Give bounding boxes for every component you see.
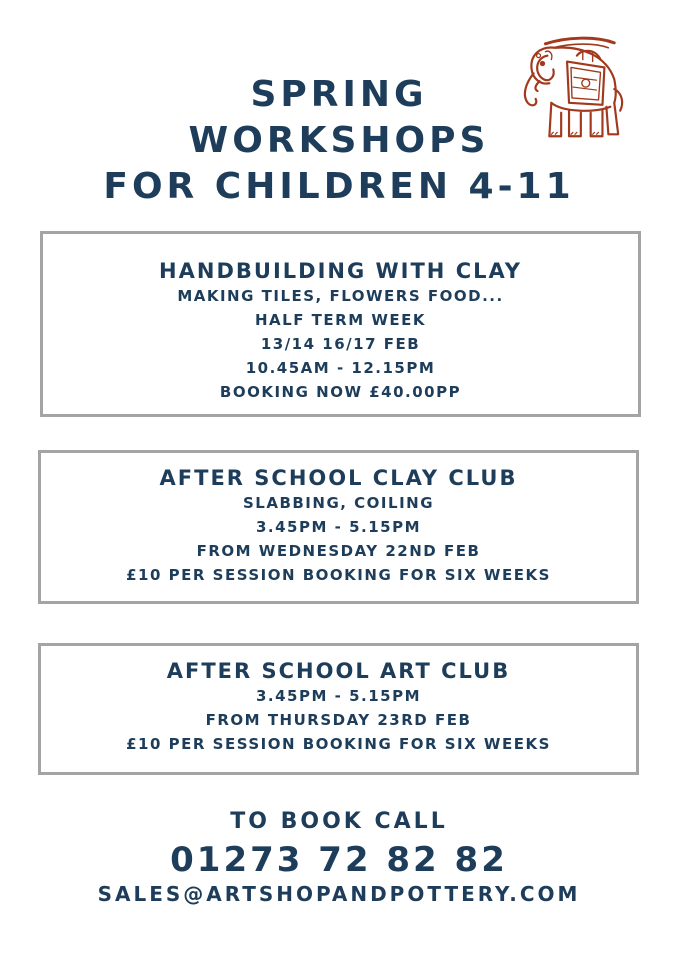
- workshop-detail: FROM WEDNESDAY 22ND FEB: [196, 542, 481, 560]
- elephant-logo-icon: [512, 34, 630, 152]
- workshop-title: AFTER SCHOOL CLAY CLUB: [159, 466, 518, 490]
- workshop-detail: £10 PER SESSION BOOKING FOR SIX WEEKS: [126, 735, 551, 753]
- email-address[interactable]: SALES@ARTSHOPANDPOTTERY.COM: [97, 882, 581, 906]
- title-line-1: SPRING: [250, 74, 428, 115]
- title-line-2: WORKSHOPS: [188, 120, 490, 161]
- workshop-detail: 13/14 16/17 FEB: [260, 335, 421, 353]
- workshop-detail: FROM THURSDAY 23RD FEB: [205, 711, 472, 729]
- workshop-detail: BOOKING NOW £40.00PP: [219, 383, 462, 401]
- workshop-detail: SLABBING, COILING: [242, 494, 435, 512]
- workshop-card-clay-club: [38, 450, 639, 604]
- workshop-detail: £10 PER SESSION BOOKING FOR SIX WEEKS: [126, 566, 551, 584]
- workshop-detail: 3.45PM - 5.15PM: [255, 687, 422, 705]
- workshop-detail: HALF TERM WEEK: [254, 311, 427, 329]
- workshop-detail: 10.45AM - 12.15PM: [245, 359, 436, 377]
- workshop-detail: MAKING TILES, FLOWERS FOOD...: [177, 287, 504, 305]
- workshop-card-handbuilding: [40, 231, 641, 417]
- workshop-detail: 3.45PM - 5.15PM: [255, 518, 422, 536]
- workshop-title: HANDBUILDING WITH CLAY: [159, 259, 522, 283]
- phone-number[interactable]: 01273 72 82 82: [170, 840, 508, 880]
- book-call-label: TO BOOK CALL: [230, 809, 448, 834]
- workshop-card-art-club: [38, 643, 639, 775]
- workshop-title: AFTER SCHOOL ART CLUB: [166, 659, 511, 683]
- title-line-3: FOR CHILDREN 4-11: [103, 166, 575, 207]
